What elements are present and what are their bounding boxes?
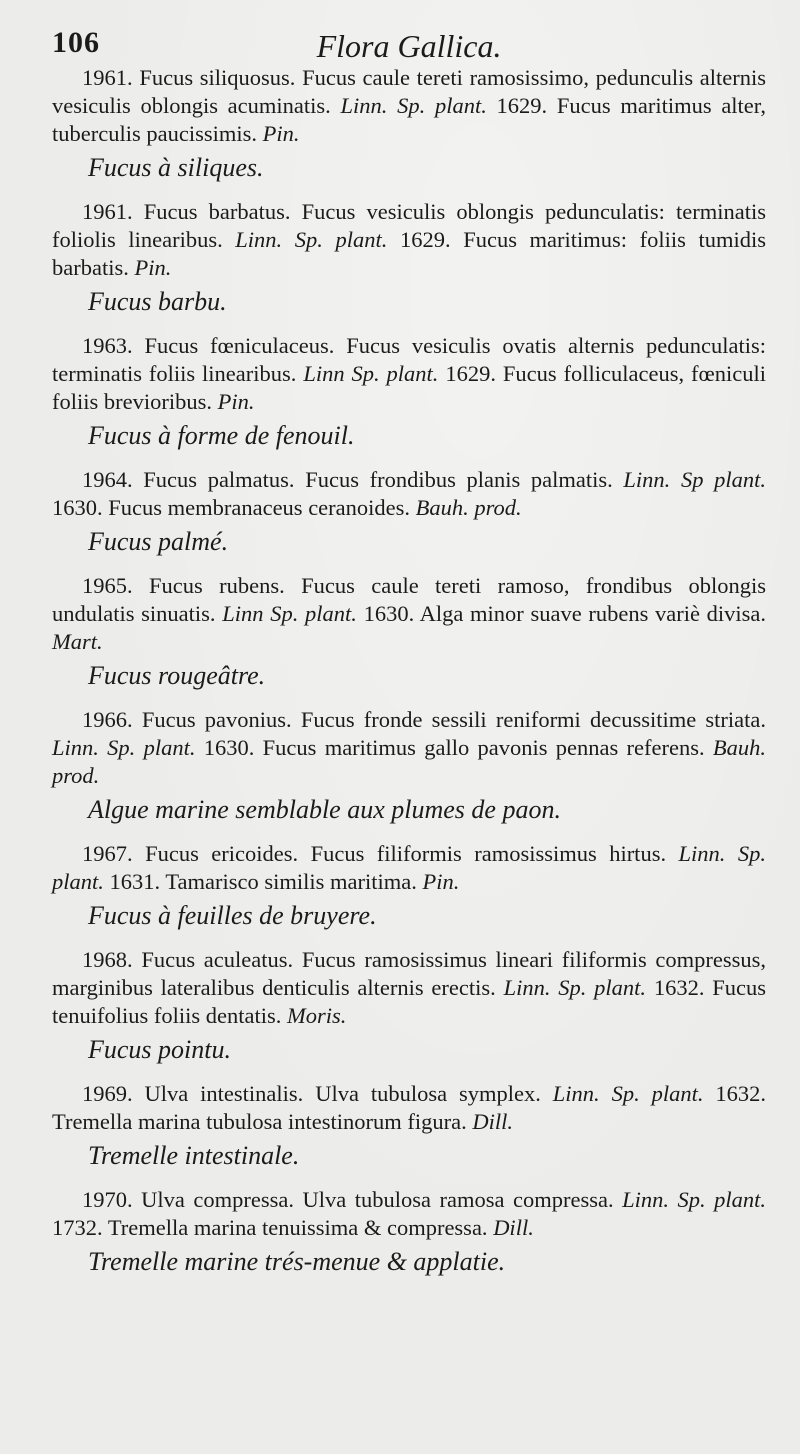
- species-entry: [52, 706, 766, 826]
- species-name: Ulva compressa.: [141, 1187, 294, 1212]
- linnaean-diagnosis: Fucus filiformis ramosissimus hirtus.: [310, 841, 667, 866]
- french-common-name: Fucus à forme de fenouil.: [88, 421, 355, 450]
- linnaeus-reference: Linn. Sp. plant.: [52, 841, 766, 894]
- entry-description: [52, 1080, 766, 1136]
- synonym-reference: Pin.: [422, 869, 460, 894]
- species-entry: [52, 64, 766, 184]
- linnaean-diagnosis: Fucus ramosissimus lineari filiformis compressus, marginibus lateralibus denticulis alternis erectis.: [52, 947, 767, 1000]
- entry-number: 1970.: [82, 1187, 133, 1212]
- entry-number: 1964.: [82, 467, 133, 492]
- entry-description: [52, 1186, 766, 1242]
- synonym-text: Tremella marina tubulosa intestinorum figura.: [52, 1109, 467, 1134]
- reference-page: 1629.: [496, 93, 548, 118]
- french-common-name: Algue marine semblable aux plumes de paon.: [88, 795, 561, 824]
- reference-page: 1629.: [399, 227, 451, 252]
- entry-number: 1961.: [82, 65, 133, 90]
- linnaean-diagnosis: Ulva tubulosa ramosa compressa.: [302, 1187, 614, 1212]
- reference-page: 1630.: [363, 601, 415, 626]
- species-name: Fucus barbatus.: [143, 199, 291, 224]
- running-title: Flora Gallica.: [316, 28, 502, 64]
- species-entry: [52, 1186, 766, 1278]
- french-common-name: Fucus à siliques.: [88, 153, 264, 182]
- synonym-text: Fucus folliculaceus, fœniculi foliis brevioribus.: [52, 361, 767, 414]
- synonym-reference: Bauh. prod.: [415, 495, 522, 520]
- synonym-text: Fucus maritimus: foliis tumidis barbatis.: [52, 227, 766, 280]
- species-name: Fucus pavonius.: [141, 707, 292, 732]
- synonym-text: Alga minor suave rubens variè divisa.: [419, 601, 767, 626]
- species-name: Fucus fœniculaceus.: [144, 333, 335, 358]
- linnaeus-reference: Linn. Sp. plant.: [503, 975, 647, 1000]
- synonym-text: Fucus membranaceus ceranoides.: [108, 495, 411, 520]
- species-entry: [52, 840, 766, 932]
- species-entry: [52, 198, 766, 318]
- entry-description: [52, 332, 766, 416]
- synonym-text: Tremella marina tenuissima & compressa.: [107, 1215, 488, 1240]
- linnaeus-reference: Linn Sp. plant.: [222, 601, 357, 626]
- species-entry: [52, 572, 766, 692]
- synonym-text: Fucus maritimus gallo pavonis pennas referens.: [262, 735, 705, 760]
- entry-description: [52, 198, 766, 282]
- synonym-reference: Dill.: [493, 1215, 534, 1240]
- synonym-reference: Pin.: [262, 121, 300, 146]
- entry-number: 1968.: [82, 947, 133, 972]
- linnaean-diagnosis: Fucus vesiculis ovatis alternis pedunculatis: terminatis foliis linearibus.: [52, 333, 767, 386]
- entry-number: 1965.: [82, 573, 133, 598]
- synonym-reference: Pin.: [217, 389, 255, 414]
- linnaeus-reference: Linn. Sp plant.: [623, 467, 766, 492]
- linnaeus-reference: Linn. Sp. plant.: [622, 1187, 767, 1212]
- synonym-text: Tamarisco similis maritima.: [165, 869, 417, 894]
- species-entries: [52, 64, 766, 1278]
- entry-description: [52, 946, 766, 1030]
- species-entry: [52, 332, 766, 452]
- linnaean-diagnosis: Fucus frondibus planis palmatis.: [305, 467, 613, 492]
- french-common-name: Fucus palmé.: [88, 527, 229, 556]
- entry-number: 1967.: [82, 841, 133, 866]
- entry-number: 1966.: [82, 707, 133, 732]
- reference-page: 1732.: [52, 1215, 103, 1240]
- reference-page: 1632.: [653, 975, 705, 1000]
- synonym-reference: Dill.: [472, 1109, 513, 1134]
- synonym-reference: Moris.: [286, 1003, 347, 1028]
- species-name: Ulva intestinalis.: [144, 1081, 304, 1106]
- french-common-name: Fucus à feuilles de bruyere.: [88, 901, 377, 930]
- entry-number: 1969.: [82, 1081, 133, 1106]
- entry-description: [52, 706, 766, 790]
- linnaeus-reference: Linn. Sp. plant.: [340, 93, 487, 118]
- synonym-text: Fucus maritimus alter, tuberculis paucissimis.: [52, 93, 767, 146]
- species-name: Fucus aculeatus.: [141, 947, 294, 972]
- linnaeus-reference: Linn Sp. plant.: [303, 361, 439, 386]
- entry-description: [52, 572, 766, 656]
- french-common-name: Fucus barbu.: [88, 287, 227, 316]
- french-common-name: Tremelle intestinale.: [88, 1141, 300, 1170]
- linnaean-diagnosis: Fucus caule tereti ramosissimo, pedunculis alternis vesiculis oblongis acuminatis.: [52, 65, 767, 118]
- entry-description: [52, 466, 766, 522]
- french-common-name: Fucus pointu.: [88, 1035, 231, 1064]
- species-name: Fucus siliquosus.: [139, 65, 296, 90]
- species-entry: [52, 466, 766, 558]
- species-name: Fucus ericoides.: [145, 841, 299, 866]
- reference-page: 1630.: [52, 495, 103, 520]
- entry-number: 1961.: [82, 199, 133, 224]
- species-name: Fucus palmatus.: [143, 467, 295, 492]
- linnaean-diagnosis: Fucus fronde sessili reniformi decussitime striata.: [300, 707, 767, 732]
- reference-page: 1631.: [109, 869, 161, 894]
- synonym-reference: Pin.: [134, 255, 172, 280]
- synonym-reference: Bauh. prod.: [52, 735, 766, 788]
- linnaean-diagnosis: Fucus vesiculis oblongis pedunculatis: terminatis foliolis linearibus.: [52, 199, 767, 252]
- entry-number: 1963.: [82, 333, 133, 358]
- entry-description: [52, 840, 766, 896]
- species-entry: [52, 946, 766, 1066]
- running-head: [52, 18, 766, 64]
- reference-page: 1630.: [203, 735, 255, 760]
- linnaeus-reference: Linn. Sp. plant.: [235, 227, 388, 252]
- species-entry: [52, 1080, 766, 1172]
- page-number: 106: [52, 26, 100, 59]
- reference-page: 1629.: [445, 361, 496, 386]
- synonym-text: Fucus tenuifolius foliis dentatis.: [52, 975, 767, 1028]
- french-common-name: Fucus rougeâtre.: [88, 661, 266, 690]
- linnaeus-reference: Linn. Sp. plant.: [52, 735, 196, 760]
- entry-description: [52, 64, 766, 148]
- linnaean-diagnosis: Ulva tubulosa symplex.: [315, 1081, 541, 1106]
- linnaeus-reference: Linn. Sp. plant.: [552, 1081, 704, 1106]
- synonym-reference: Mart.: [52, 629, 103, 654]
- reference-page: 1632.: [715, 1081, 767, 1106]
- linnaean-diagnosis: Fucus caule tereti ramoso, frondibus oblongis undulatis sinuatis.: [52, 573, 766, 626]
- species-name: Fucus rubens.: [149, 573, 285, 598]
- french-common-name: Tremelle marine trés-menue & applatie.: [88, 1247, 506, 1276]
